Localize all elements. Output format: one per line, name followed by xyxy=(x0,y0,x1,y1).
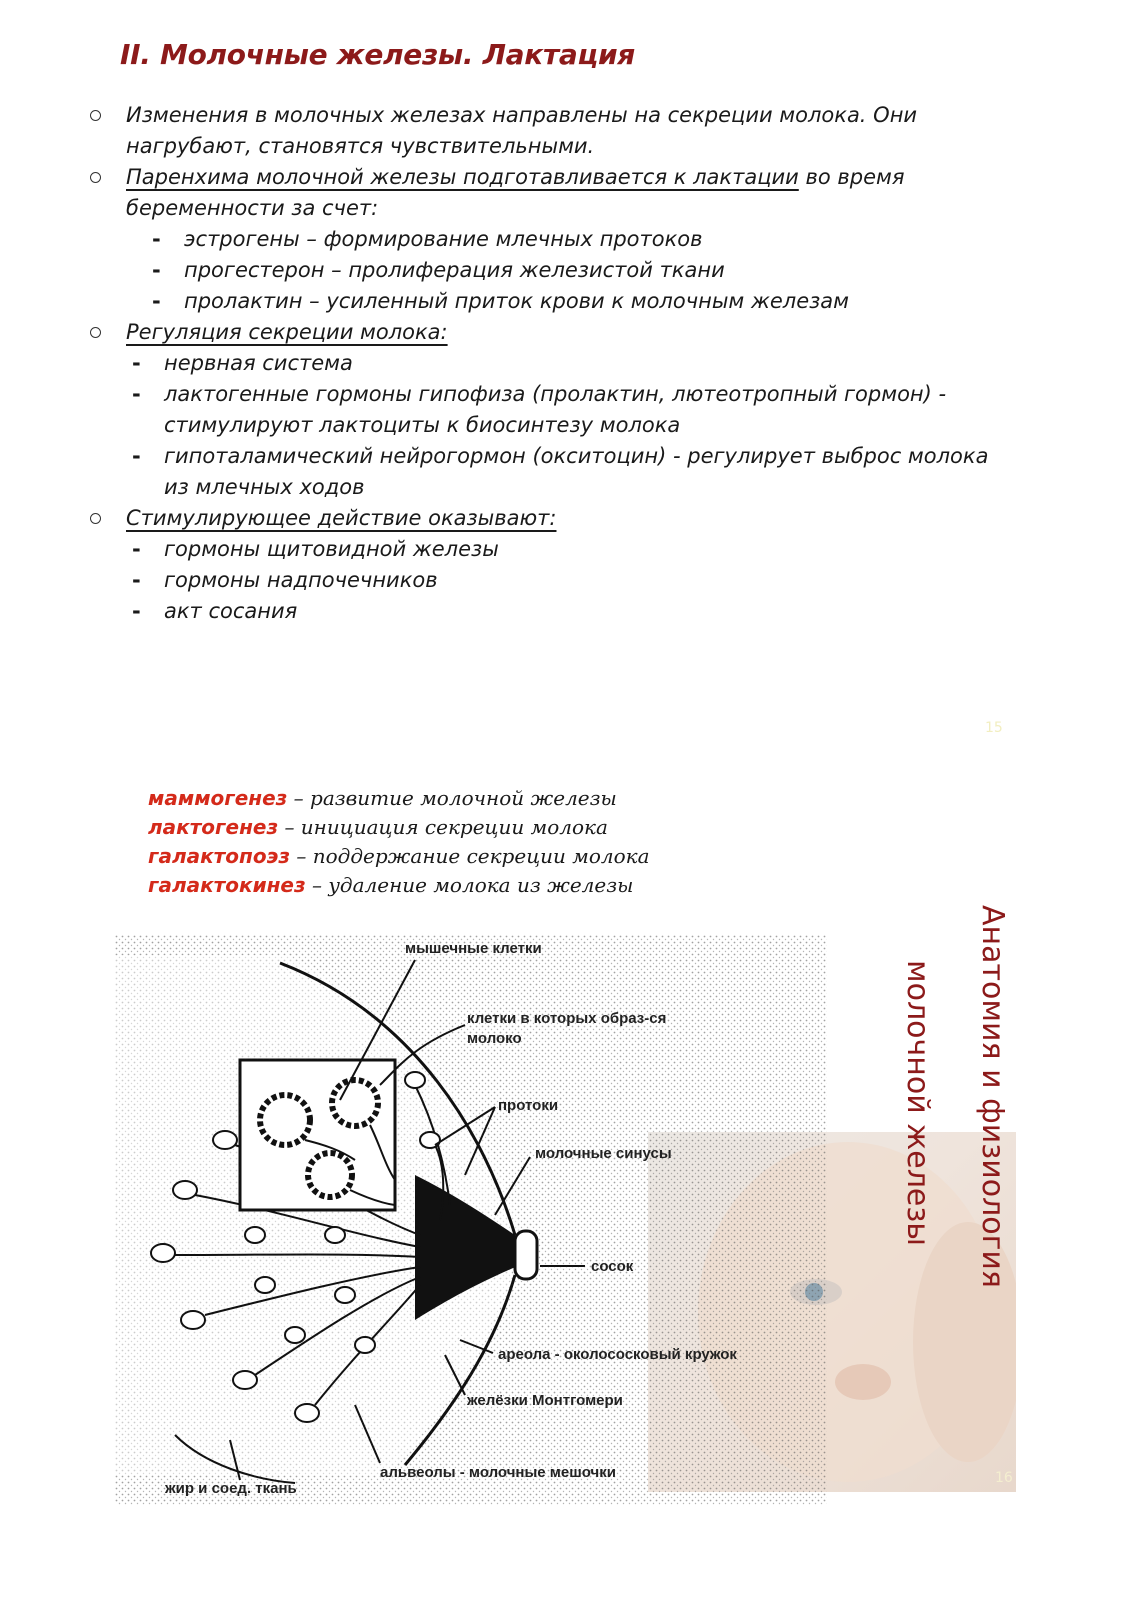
dash-icon: - xyxy=(132,444,141,468)
definition-term: лактогенез xyxy=(148,815,279,839)
definition-term: маммогенез xyxy=(148,786,288,810)
sub-item-text: гормоны щитовидной железы xyxy=(164,537,499,561)
sub-item xyxy=(152,286,990,317)
bullet-item xyxy=(90,503,990,534)
definition-term: галактопоэз xyxy=(148,844,291,868)
bullet-underlined-text: Паренхима молочной железы подготавливается к лактации xyxy=(126,165,799,189)
definition-row xyxy=(148,784,650,813)
sub-item-text: гормоны надпочечников xyxy=(164,568,438,592)
dash-icon: - xyxy=(132,568,141,592)
bullet-underlined-text: Стимулирующее действие оказывают: xyxy=(126,506,557,530)
bullet-item xyxy=(90,100,990,162)
circle-bullet-icon xyxy=(90,172,101,183)
label-areola: ареола - околососковый кружок xyxy=(498,1346,737,1363)
definition-row xyxy=(148,871,650,900)
dash-icon: - xyxy=(132,351,141,375)
label-sinuses: молочные синусы xyxy=(535,1145,672,1162)
bullet-text: во время беременности за счет: xyxy=(126,165,905,220)
bullet-list xyxy=(90,100,990,627)
label-muscle-cells: мышечные клетки xyxy=(405,940,542,957)
bullet-text: Изменения в молочных железах направлены на секреции молока. Они нагрубают, становятся чувствительными. xyxy=(126,103,918,158)
breast-anatomy-diagram xyxy=(115,935,855,1505)
label-nipple: сосок xyxy=(591,1258,634,1275)
definition-term: галактокинез xyxy=(148,873,306,897)
vertical-title-line2: молочной железы xyxy=(900,960,935,1246)
dash-icon: - xyxy=(152,227,161,251)
bullet-item xyxy=(90,162,990,224)
label-milk-cells-2: молоко xyxy=(467,1030,522,1047)
breast-anatomy-svg xyxy=(115,935,855,1505)
page-number: 15 xyxy=(985,720,1003,736)
sub-item-text: гипоталамический нейрогормон (окситоцин) - регулирует выброс молока из млечных ходов xyxy=(164,444,989,499)
definition-dash: – xyxy=(311,873,322,897)
bullet-underlined-text: Регуляция секреции молока: xyxy=(126,320,448,344)
sub-item xyxy=(132,379,990,441)
sub-item-text: нервная система xyxy=(164,351,353,375)
sub-item-text: эстрогены – формирование млечных протоков xyxy=(184,227,703,251)
page-number: 16 xyxy=(995,1470,1013,1486)
dash-icon: - xyxy=(152,258,161,282)
definition-text: удаление молока из железы xyxy=(328,873,634,897)
definition-row xyxy=(148,813,650,842)
circle-bullet-icon xyxy=(90,513,101,524)
sub-item xyxy=(132,348,990,379)
definition-text: развитие молочной железы xyxy=(310,786,617,810)
definition-text: поддержание секреции молока xyxy=(312,844,650,868)
circle-bullet-icon xyxy=(90,110,101,121)
sub-item-text: лактогенные гормоны гипофиза (пролактин, лютеотропный гормон) - стимулируют лактоциты к биосинтезу молока xyxy=(164,382,947,437)
magnified-box xyxy=(240,1060,395,1210)
sub-item xyxy=(132,565,990,596)
sub-item xyxy=(152,224,990,255)
dash-icon: - xyxy=(132,537,141,561)
circle-bullet-icon xyxy=(90,327,101,338)
sub-item-text: прогестерон – пролиферация железистой ткани xyxy=(184,258,725,282)
definition-dash: – xyxy=(296,844,307,868)
definitions-list xyxy=(148,784,650,900)
dash-icon: - xyxy=(132,382,141,406)
sub-item xyxy=(132,596,990,627)
label-alveoli: альвеолы - молочные мешочки xyxy=(380,1464,616,1481)
definition-text: инициация секреции молока xyxy=(300,815,608,839)
dash-icon: - xyxy=(132,599,141,623)
page-title: II. Молочные железы. Лактация xyxy=(120,38,635,71)
dash-icon: - xyxy=(152,289,161,313)
vertical-title-line1: Анатомия и физиология xyxy=(975,905,1010,1288)
definition-row xyxy=(148,842,650,871)
sub-item-text: акт сосания xyxy=(164,599,298,623)
sub-item xyxy=(132,441,990,503)
label-milk-cells: клетки в которых образ-ся xyxy=(467,1010,667,1027)
definition-dash: – xyxy=(293,786,304,810)
nipple xyxy=(515,1231,537,1279)
label-fat: жир и соед. ткань xyxy=(165,1480,297,1497)
definition-dash: – xyxy=(284,815,295,839)
sub-item xyxy=(132,534,990,565)
sub-item-text: пролактин – усиленный приток крови к молочным железам xyxy=(184,289,849,313)
label-ducts: протоки xyxy=(498,1097,559,1114)
label-montgomery: желёзки Монтгомери xyxy=(467,1392,623,1409)
bullet-item xyxy=(90,317,990,348)
sub-item xyxy=(152,255,990,286)
